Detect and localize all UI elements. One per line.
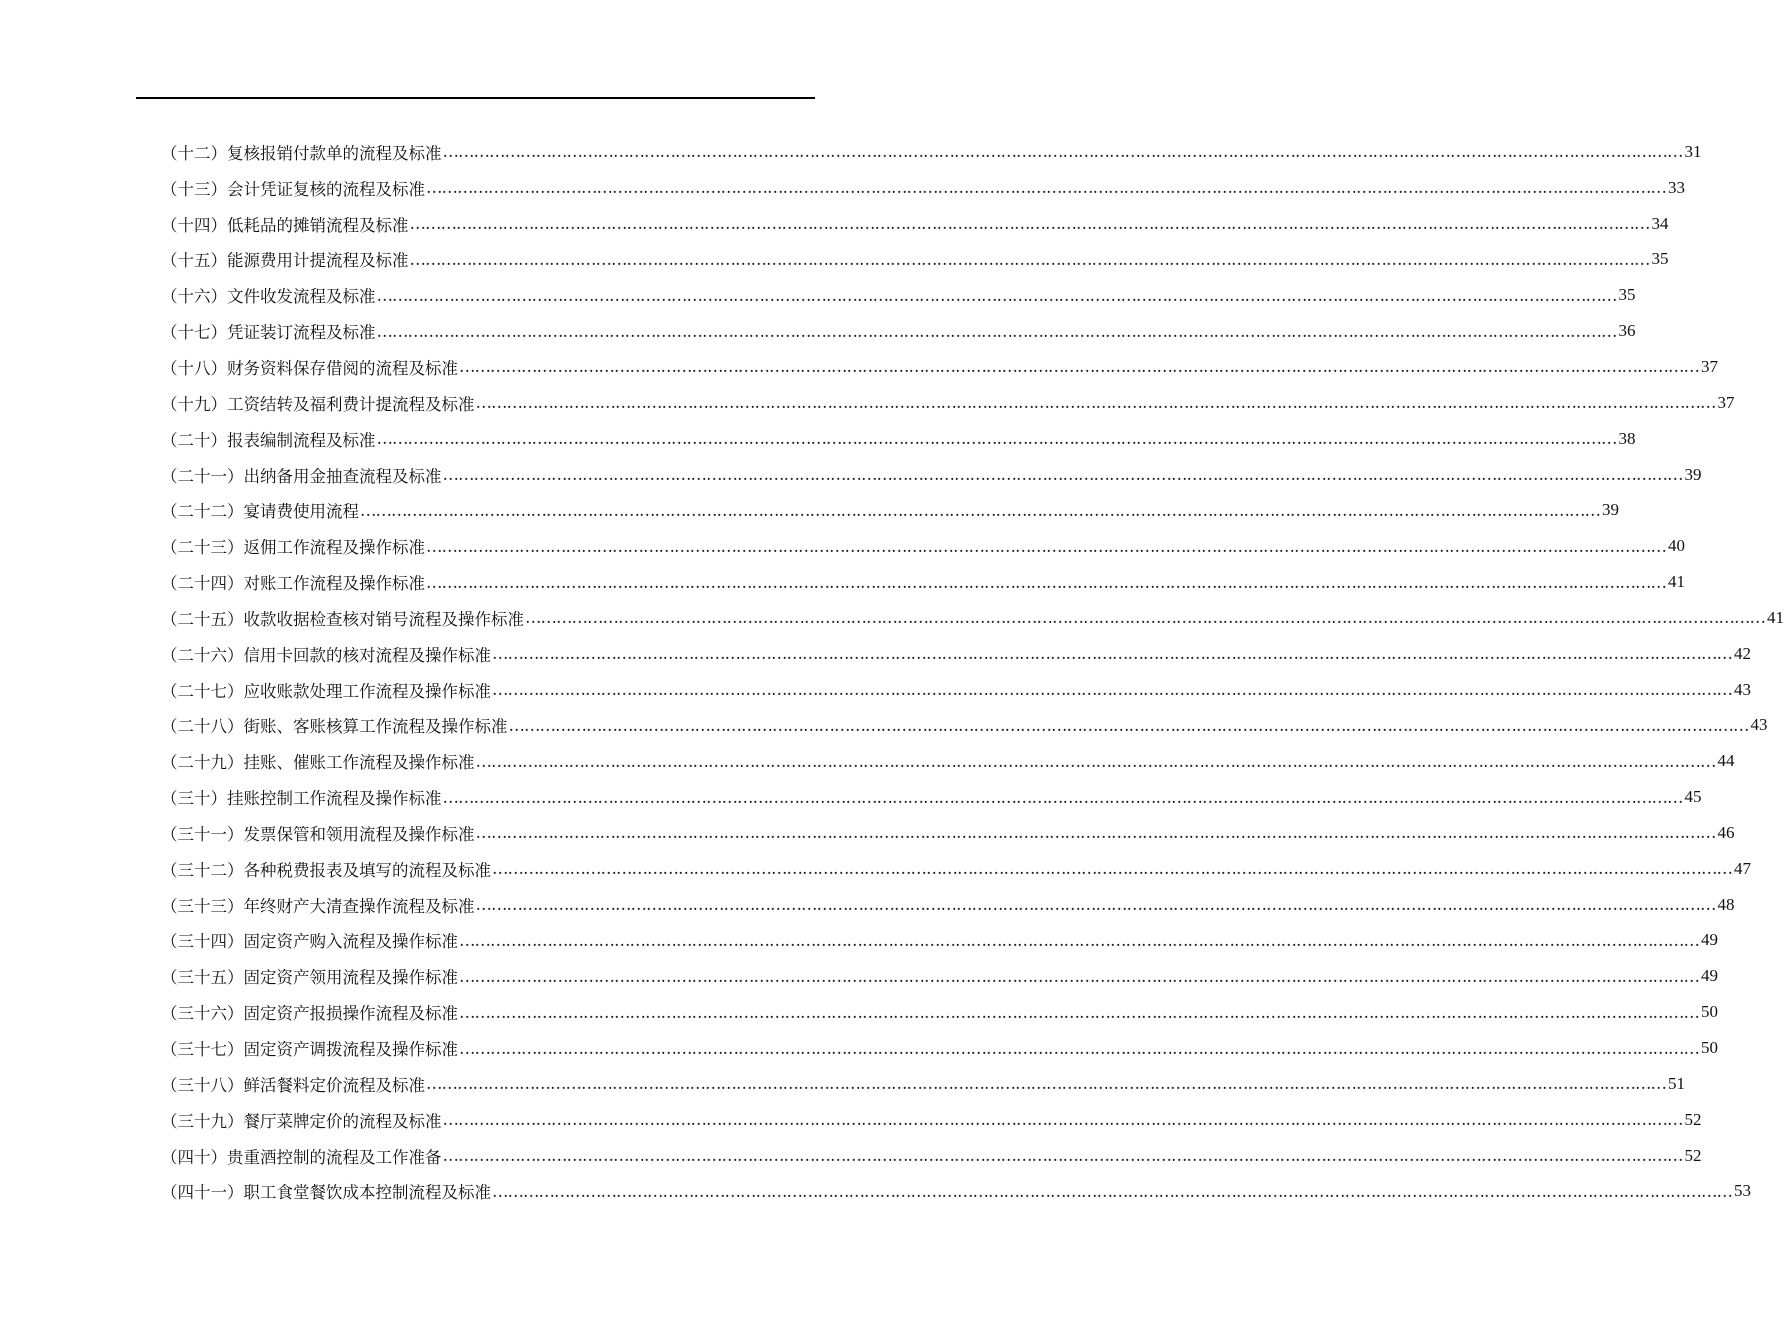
toc-entry-page-number: 43 [1750, 715, 1768, 735]
toc-dot-leader: …………………………………………………………………………………………………………………………………………………………………………………………………………………… [442, 1146, 1683, 1166]
toc-entry-title: （四十）贵重酒控制的流程及工作准备 [161, 1147, 442, 1167]
toc-entry-page-number: 41 [1668, 572, 1685, 592]
toc-dot-leader: …………………………………………………………………………………………………………………………………………………………………………………………………………………… [442, 142, 1683, 162]
toc-entry-title: （十五）能源费用计提流程及标准 [161, 251, 409, 271]
toc-entry-page-number: 44 [1717, 751, 1735, 771]
toc-dot-leader: …………………………………………………………………………………………………………………………………………………………………………………………………………………… [360, 500, 1600, 520]
toc-dot-leader: …………………………………………………………………………………………………………………………………………………………………………………………………………………… [475, 823, 1716, 843]
toc-entry-page-number: 53 [1734, 1181, 1751, 1201]
toc-dot-leader: …………………………………………………………………………………………………………………………………………………………………………………………………………………… [492, 1181, 1732, 1201]
toc-dot-leader: …………………………………………………………………………………………………………………………………………………………………………………………………………………… [426, 572, 1666, 592]
toc-entry[interactable] [161, 313, 1636, 349]
toc-dot-leader: …………………………………………………………………………………………………………………………………………………………………………………………………………………… [409, 249, 1650, 269]
toc-dot-leader: …………………………………………………………………………………………………………………………………………………………………………………………………………………… [442, 1110, 1683, 1130]
header-rule [136, 97, 815, 99]
toc-entry-title: （三十）挂账控制工作流程及操作标准 [161, 789, 442, 809]
toc-entry-page-number: 49 [1701, 966, 1718, 986]
toc-dot-leader: …………………………………………………………………………………………………………………………………………………………………………………………………………………… [492, 680, 1732, 700]
toc-entry-page-number: 35 [1618, 285, 1636, 305]
toc-entry-title: （二十九）挂账、催账工作流程及操作标准 [161, 753, 475, 773]
toc-entry-page-number: 45 [1684, 787, 1702, 807]
toc-entry-title: （三十一）发票保管和领用流程及操作标准 [161, 824, 475, 844]
toc-entry[interactable] [161, 1102, 1702, 1138]
toc-entry[interactable] [161, 600, 1784, 636]
toc-entry-title: （二十三）返佣工作流程及操作标准 [161, 538, 425, 558]
toc-entry-title: （十九）工资结转及福利费计提流程及标准 [161, 394, 475, 414]
toc-dot-leader: …………………………………………………………………………………………………………………………………………………………………………………………………………………… [376, 321, 1617, 341]
toc-entry-title: （二十四）对账工作流程及操作标准 [161, 574, 425, 594]
toc-entry-page-number: 52 [1684, 1145, 1702, 1165]
toc-dot-leader: …………………………………………………………………………………………………………………………………………………………………………………………………………………… [459, 966, 1699, 986]
toc-entry-page-number: 50 [1701, 1038, 1718, 1058]
toc-dot-leader: …………………………………………………………………………………………………………………………………………………………………………………………………………………… [492, 644, 1732, 664]
toc-entry-title: （十二）复核报销付款单的流程及标准 [161, 143, 442, 163]
toc-entry-title: （三十七）固定资产调拨流程及操作标准 [161, 1040, 458, 1060]
toc-entry-title: （三十八）鲜活餐料定价流程及标准 [161, 1075, 425, 1095]
toc-entry[interactable] [161, 134, 1702, 170]
toc-entry[interactable] [161, 672, 1751, 708]
toc-entry-page-number: 42 [1734, 643, 1751, 663]
toc-entry[interactable] [161, 206, 1669, 242]
toc-entry-title: （三十六）固定资产报损操作流程及标准 [161, 1004, 458, 1024]
toc-entry-title: （十七）凭证装订流程及标准 [161, 323, 376, 343]
toc-entry[interactable] [161, 1066, 1685, 1102]
toc-entry-page-number: 38 [1618, 428, 1636, 448]
toc-entry-title: （二十七）应收账款处理工作流程及操作标准 [161, 681, 491, 701]
toc-entry[interactable] [161, 958, 1718, 994]
toc-entry-page-number: 39 [1602, 500, 1619, 520]
toc-dot-leader: …………………………………………………………………………………………………………………………………………………………………………………………………………………… [442, 465, 1683, 485]
toc-entry-page-number: 37 [1701, 356, 1718, 376]
toc-dot-leader: …………………………………………………………………………………………………………………………………………………………………………………………………………………… [508, 715, 1749, 735]
toc-dot-leader: …………………………………………………………………………………………………………………………………………………………………………………………………………………… [442, 787, 1683, 807]
toc-entry[interactable] [161, 1138, 1702, 1174]
toc-entry-page-number: 48 [1717, 894, 1735, 914]
toc-entry-title: （二十八）街账、客账核算工作流程及操作标准 [161, 717, 508, 737]
toc-entry[interactable] [161, 994, 1718, 1030]
toc-dot-leader: …………………………………………………………………………………………………………………………………………………………………………………………………………………… [376, 285, 1617, 305]
toc-entry-page-number: 41 [1767, 607, 1784, 627]
toc-dot-leader: …………………………………………………………………………………………………………………………………………………………………………………………………………………… [376, 429, 1617, 449]
toc-entry-page-number: 37 [1717, 392, 1735, 412]
table-of-contents [161, 134, 1784, 1209]
toc-entry-title: （二十二）宴请费使用流程 [161, 502, 359, 522]
toc-dot-leader: …………………………………………………………………………………………………………………………………………………………………………………………………………………… [426, 536, 1666, 556]
toc-entry-title: （十六）文件收发流程及标准 [161, 287, 376, 307]
toc-entry-title: （三十五）固定资产领用流程及操作标准 [161, 968, 458, 988]
toc-entry[interactable] [161, 923, 1718, 959]
toc-entry-page-number: 31 [1684, 141, 1702, 161]
toc-dot-leader: …………………………………………………………………………………………………………………………………………………………………………………………………………………… [459, 1038, 1699, 1058]
toc-entry-title: （十三）会计凭证复核的流程及标准 [161, 179, 425, 199]
toc-entry[interactable] [161, 528, 1685, 564]
toc-entry[interactable] [161, 779, 1702, 815]
toc-entry[interactable] [161, 708, 1768, 744]
toc-entry-title: （二十一）出纳备用金抽查流程及标准 [161, 466, 442, 486]
toc-entry-page-number: 33 [1668, 177, 1685, 197]
toc-dot-leader: …………………………………………………………………………………………………………………………………………………………………………………………………………………… [475, 751, 1716, 771]
toc-dot-leader: …………………………………………………………………………………………………………………………………………………………………………………………………………………… [459, 357, 1699, 377]
toc-entry[interactable] [161, 385, 1735, 421]
toc-dot-leader: …………………………………………………………………………………………………………………………………………………………………………………………………………………… [426, 1074, 1666, 1094]
toc-entry-title: （二十）报表编制流程及标准 [161, 430, 376, 450]
toc-entry[interactable] [161, 170, 1685, 206]
toc-entry[interactable] [161, 277, 1636, 313]
toc-dot-leader: …………………………………………………………………………………………………………………………………………………………………………………………………………………… [459, 930, 1699, 950]
toc-entry-title: （二十六）信用卡回款的核对流程及操作标准 [161, 645, 491, 665]
toc-entry[interactable] [161, 242, 1669, 278]
toc-entry-page-number: 51 [1668, 1073, 1685, 1093]
toc-entry-page-number: 49 [1701, 930, 1718, 950]
toc-dot-leader: …………………………………………………………………………………………………………………………………………………………………………………………………………………… [409, 214, 1650, 234]
toc-entry[interactable] [161, 743, 1735, 779]
toc-entry-page-number: 43 [1734, 679, 1751, 699]
toc-entry-title: （三十四）固定资产购入流程及操作标准 [161, 932, 458, 952]
toc-entry-title: （十四）低耗品的摊销流程及标准 [161, 215, 409, 235]
toc-entry[interactable] [161, 349, 1718, 385]
toc-entry-title: （二十五）收款收据检查核对销号流程及操作标准 [161, 609, 524, 629]
toc-entry-page-number: 39 [1684, 464, 1702, 484]
toc-entry-page-number: 46 [1717, 822, 1735, 842]
toc-entry[interactable] [161, 636, 1751, 672]
toc-dot-leader: …………………………………………………………………………………………………………………………………………………………………………………………………………………… [492, 859, 1732, 879]
toc-entry[interactable] [161, 1173, 1751, 1209]
toc-entry[interactable] [161, 421, 1636, 457]
toc-entry-page-number: 47 [1734, 858, 1751, 878]
toc-entry[interactable] [161, 815, 1735, 851]
toc-entry-title: （十八）财务资料保存借阅的流程及标准 [161, 358, 458, 378]
toc-entry-title: （四十一）职工食堂餐饮成本控制流程及标准 [161, 1183, 491, 1203]
toc-dot-leader: …………………………………………………………………………………………………………………………………………………………………………………………………………………… [426, 178, 1666, 198]
toc-entry-page-number: 36 [1618, 321, 1636, 341]
toc-entry-page-number: 50 [1701, 1002, 1718, 1022]
toc-entry[interactable] [161, 492, 1619, 528]
toc-entry-page-number: 34 [1651, 213, 1669, 233]
toc-dot-leader: …………………………………………………………………………………………………………………………………………………………………………………………………………………… [475, 393, 1716, 413]
toc-entry-title: （三十二）各种税费报表及填写的流程及标准 [161, 860, 491, 880]
toc-entry[interactable] [161, 1030, 1718, 1066]
toc-dot-leader: …………………………………………………………………………………………………………………………………………………………………………………………………………………… [525, 608, 1765, 628]
toc-entry[interactable] [161, 851, 1751, 887]
toc-entry[interactable] [161, 457, 1702, 493]
toc-entry-page-number: 40 [1668, 536, 1685, 556]
toc-entry[interactable] [161, 887, 1735, 923]
toc-entry-title: （三十三）年终财产大清查操作流程及标准 [161, 896, 475, 916]
toc-entry[interactable] [161, 564, 1685, 600]
toc-entry-page-number: 35 [1651, 249, 1669, 269]
toc-dot-leader: …………………………………………………………………………………………………………………………………………………………………………………………………………………… [475, 895, 1716, 915]
toc-entry-title: （三十九）餐厅菜牌定价的流程及标准 [161, 1111, 442, 1131]
toc-dot-leader: …………………………………………………………………………………………………………………………………………………………………………………………………………………… [459, 1002, 1699, 1022]
toc-entry-page-number: 52 [1684, 1109, 1702, 1129]
